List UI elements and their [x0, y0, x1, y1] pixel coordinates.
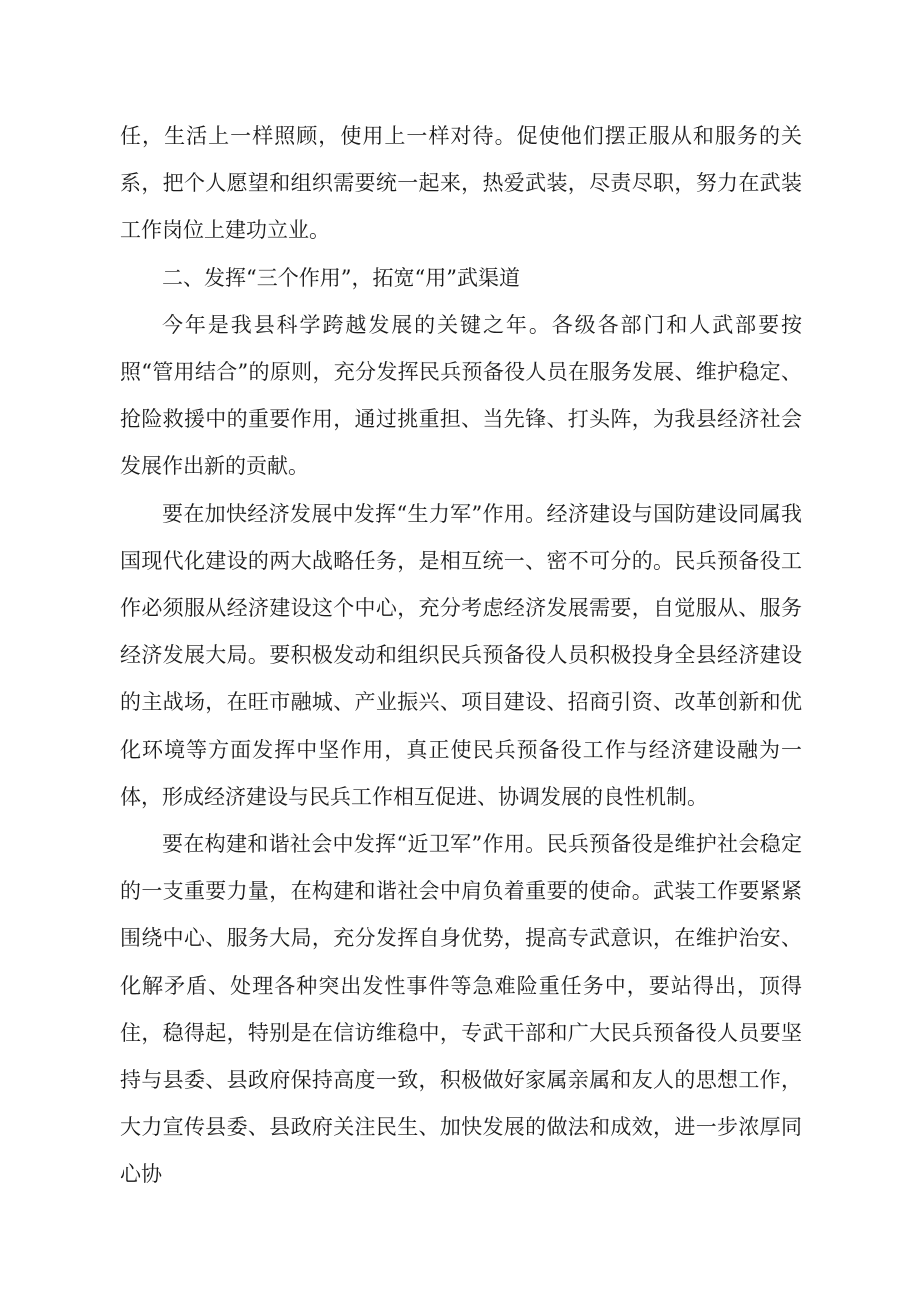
paragraph-continuation: 任，生活上一样照顾，使用上一样对待。促使他们摆正服从和服务的关系，把个人愿望和组织需要统一起来，热爱武装，尽责尽职，努力在武装工作岗位上建功立业。: [120, 124, 802, 243]
paragraph-economy: 要在加快经济发展中发挥“生力军”作用。经济建设与国防建设同属我国现代化建设的两大战略任务，是相互统一、密不可分的。民兵预备役工作必须服从经济建设这个中心，充分考虑经济发展需要，自觉服从、服务经济发展大局。要积极发动和组织民兵预备役人员积极投身全县经济建设的主战场，在旺市融城、产业振兴、项目建设、招商引资、改革创新和优化环境等方面发挥中坚作用，真正使民兵预备役工作与经济建设融为一体，形成经济建设与民兵工作相互促进、协调发展的良性机制。: [120, 501, 802, 809]
paragraph-society: 要在构建和谐社会中发挥“近卫军”作用。民兵预备役是维护社会稳定的一支重要力量，在构建和谐社会中肩负着重要的使命。武装工作要紧紧围绕中心、服务大局，充分发挥自身优势，提高专武意识，在维护治安、化解矛盾、处理各种突出发性事件等急难险重任务中，要站得出，顶得住，稳得起，特别是在信访维稳中，专武干部和广大民兵预备役人员要坚持与县委、县政府保持高度一致，积极做好家属亲属和友人的思想工作，大力宣传县委、县政府关注民生、加快发展的做法和成效，进一步浓厚同心协: [120, 832, 802, 1187]
paragraph-intro: 今年是我县科学跨越发展的关键之年。各级各部门和人武部要按照“管用结合”的原则，充分发挥民兵预备役人员在服务发展、维护稳定、抢险救援中的重要作用，通过挑重担、当先锋、打头阵，为我县经济社会发展作出新的贡献。: [120, 312, 802, 479]
document-body: [120, 113, 802, 1199]
section-heading: 二、发挥“三个作用”，拓宽“用”武渠道: [162, 265, 520, 290]
